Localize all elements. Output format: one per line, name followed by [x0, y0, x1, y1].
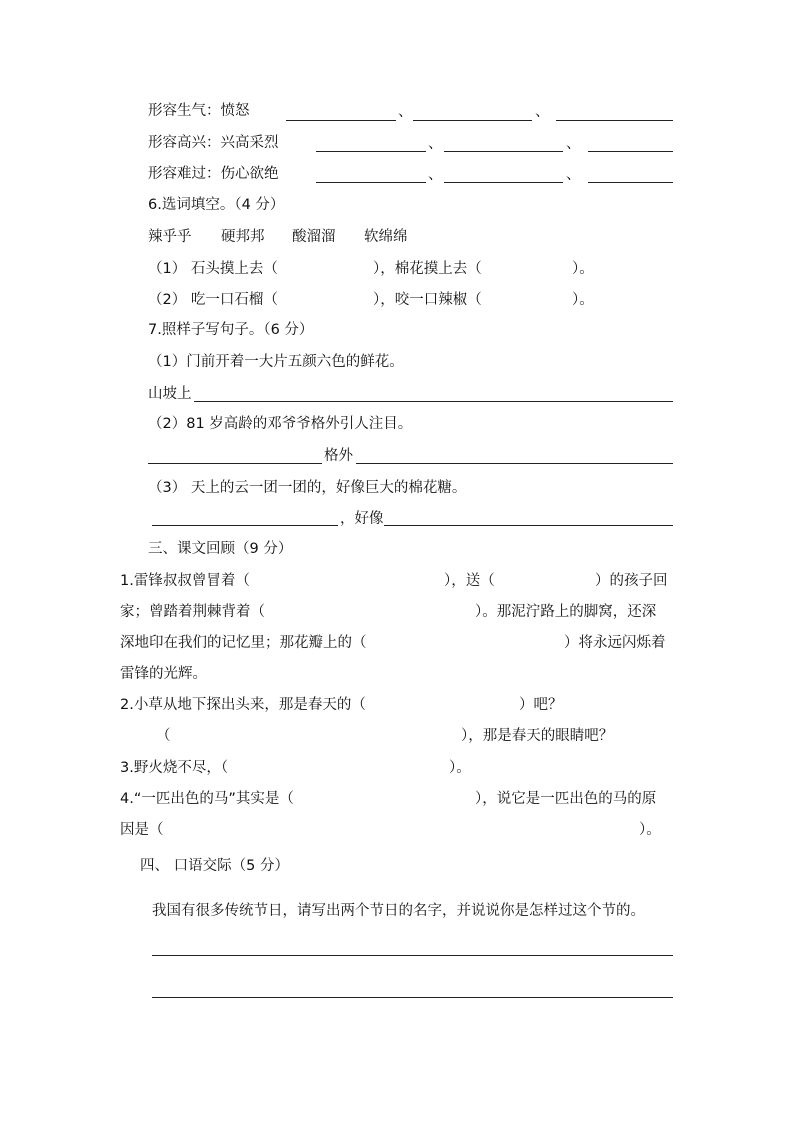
- angry-blank-2[interactable]: [413, 120, 532, 121]
- happy-blank-1[interactable]: [316, 151, 426, 152]
- q7-s1-prefix: 山坡上: [148, 386, 192, 402]
- sec3-q3-b: ）。: [449, 760, 471, 776]
- q7-sentence-2: （2）81 岁高龄的邓爷爷格外引人注目。: [148, 416, 413, 432]
- q6-option-1: 辣乎乎: [148, 229, 192, 245]
- q6-line2-b: ），咬一口辣椒（: [373, 292, 482, 308]
- sec3-q1-l4: 雷锋的光辉。: [120, 666, 207, 682]
- sad-sep-1: 、: [428, 167, 443, 183]
- angry-sep-2: 、: [535, 104, 550, 120]
- sec3-q1-l1-c: ）的孩子回: [595, 573, 668, 589]
- sad-blank-1[interactable]: [316, 182, 426, 183]
- q6-line1-a: （1） 石头摸上去（: [148, 261, 278, 277]
- happy-blank-3[interactable]: [588, 151, 673, 152]
- section-3-title: 三、课文回顾（9 分）: [148, 541, 293, 557]
- q7-s3-answer-line-1[interactable]: [152, 525, 338, 526]
- section-4-title: 四、 口语交际（5 分）: [140, 858, 289, 874]
- q6-line2-a: （2） 吃一口石榴（: [148, 292, 278, 308]
- q6-option-3: 酸溜溜: [292, 229, 336, 245]
- sec3-q1-l3-b: ）将永远闪烁着: [564, 635, 666, 651]
- sec3-q3-a: 3.野火烧不尽，（: [120, 760, 229, 776]
- sec3-q1-l3-a: 深地印在我们的记忆里；那花瓣上的（: [120, 635, 367, 651]
- q7-s3-answer-line-2[interactable]: [384, 525, 673, 526]
- sad-blank-2[interactable]: [444, 182, 563, 183]
- sad-label: 形容难过：伤心欲绝: [148, 166, 279, 182]
- sad-blank-3[interactable]: [588, 182, 673, 183]
- angry-blank-1[interactable]: [286, 120, 396, 121]
- happy-blank-2[interactable]: [444, 151, 563, 152]
- sec3-q2-l1-b: ）吧？: [519, 697, 563, 713]
- q6-title: 6.选词填空。（4 分）: [148, 197, 285, 213]
- sec3-q1-l2-a: 家；曾踏着荆棘背着（: [120, 604, 265, 620]
- sec4-answer-line-2[interactable]: [152, 997, 673, 998]
- q6-line1-c: ）。: [572, 261, 594, 277]
- q7-s3-comma: ，好像: [340, 511, 384, 527]
- q7-s1-answer-line[interactable]: [194, 401, 673, 402]
- q6-line2-c: ）。: [572, 292, 594, 308]
- sec3-q4-l1-b: ），说它是一匹出色的马的原: [475, 791, 657, 807]
- sec3-q1-l1-b: ），送（: [444, 573, 495, 589]
- q6-line1-b: ），棉花摸上去（: [373, 261, 482, 277]
- sec3-q4-l1-a: 4.“一匹出色的马”其实是（: [120, 791, 294, 807]
- sec3-q1-l1-a: 1.雷锋叔叔曾冒着（: [120, 573, 250, 589]
- q7-title: 7.照样子写句子。（6 分）: [148, 322, 314, 338]
- q7-s2-answer-line-1[interactable]: [148, 463, 322, 464]
- q6-option-2: 硬邦邦: [221, 229, 265, 245]
- q7-s2-mid: 格外: [324, 448, 353, 464]
- angry-blank-3[interactable]: [556, 120, 673, 121]
- sec3-q4-l2-a: 因是（: [120, 822, 164, 838]
- sad-sep-2: 、: [566, 167, 581, 183]
- happy-label: 形容高兴：兴高采烈: [148, 135, 279, 151]
- sec3-q4-l2-b: ）。: [639, 822, 661, 838]
- q7-s2-answer-line-2[interactable]: [356, 463, 673, 464]
- q6-option-4: 软绵绵: [364, 229, 408, 245]
- sec3-q1-l2-b: ）。那泥泞路上的脚窝，还深: [475, 604, 657, 620]
- happy-sep-2: 、: [566, 136, 581, 152]
- sec4-answer-line-1[interactable]: [152, 955, 673, 956]
- angry-sep-1: 、: [398, 104, 413, 120]
- q7-sentence-1: （1）门前开着一大片五颜六色的鲜花。: [148, 354, 404, 370]
- sec3-q2-l2-a: （: [156, 728, 171, 744]
- angry-label: 形容生气：愤怒: [148, 103, 250, 119]
- sec4-prompt: 我国有很多传统节日，请写出两个节日的名字，并说说你是怎样过这个节的。: [152, 903, 645, 919]
- sec3-q2-l2-b: ），那是春天的眼睛吧？: [461, 728, 614, 744]
- sec3-q2-l1-a: 2.小草从地下探出头来，那是春天的（: [120, 697, 366, 713]
- q7-sentence-3: （3） 天上的云一团一团的，好像巨大的棉花糖。: [148, 480, 467, 496]
- happy-sep-1: 、: [428, 136, 443, 152]
